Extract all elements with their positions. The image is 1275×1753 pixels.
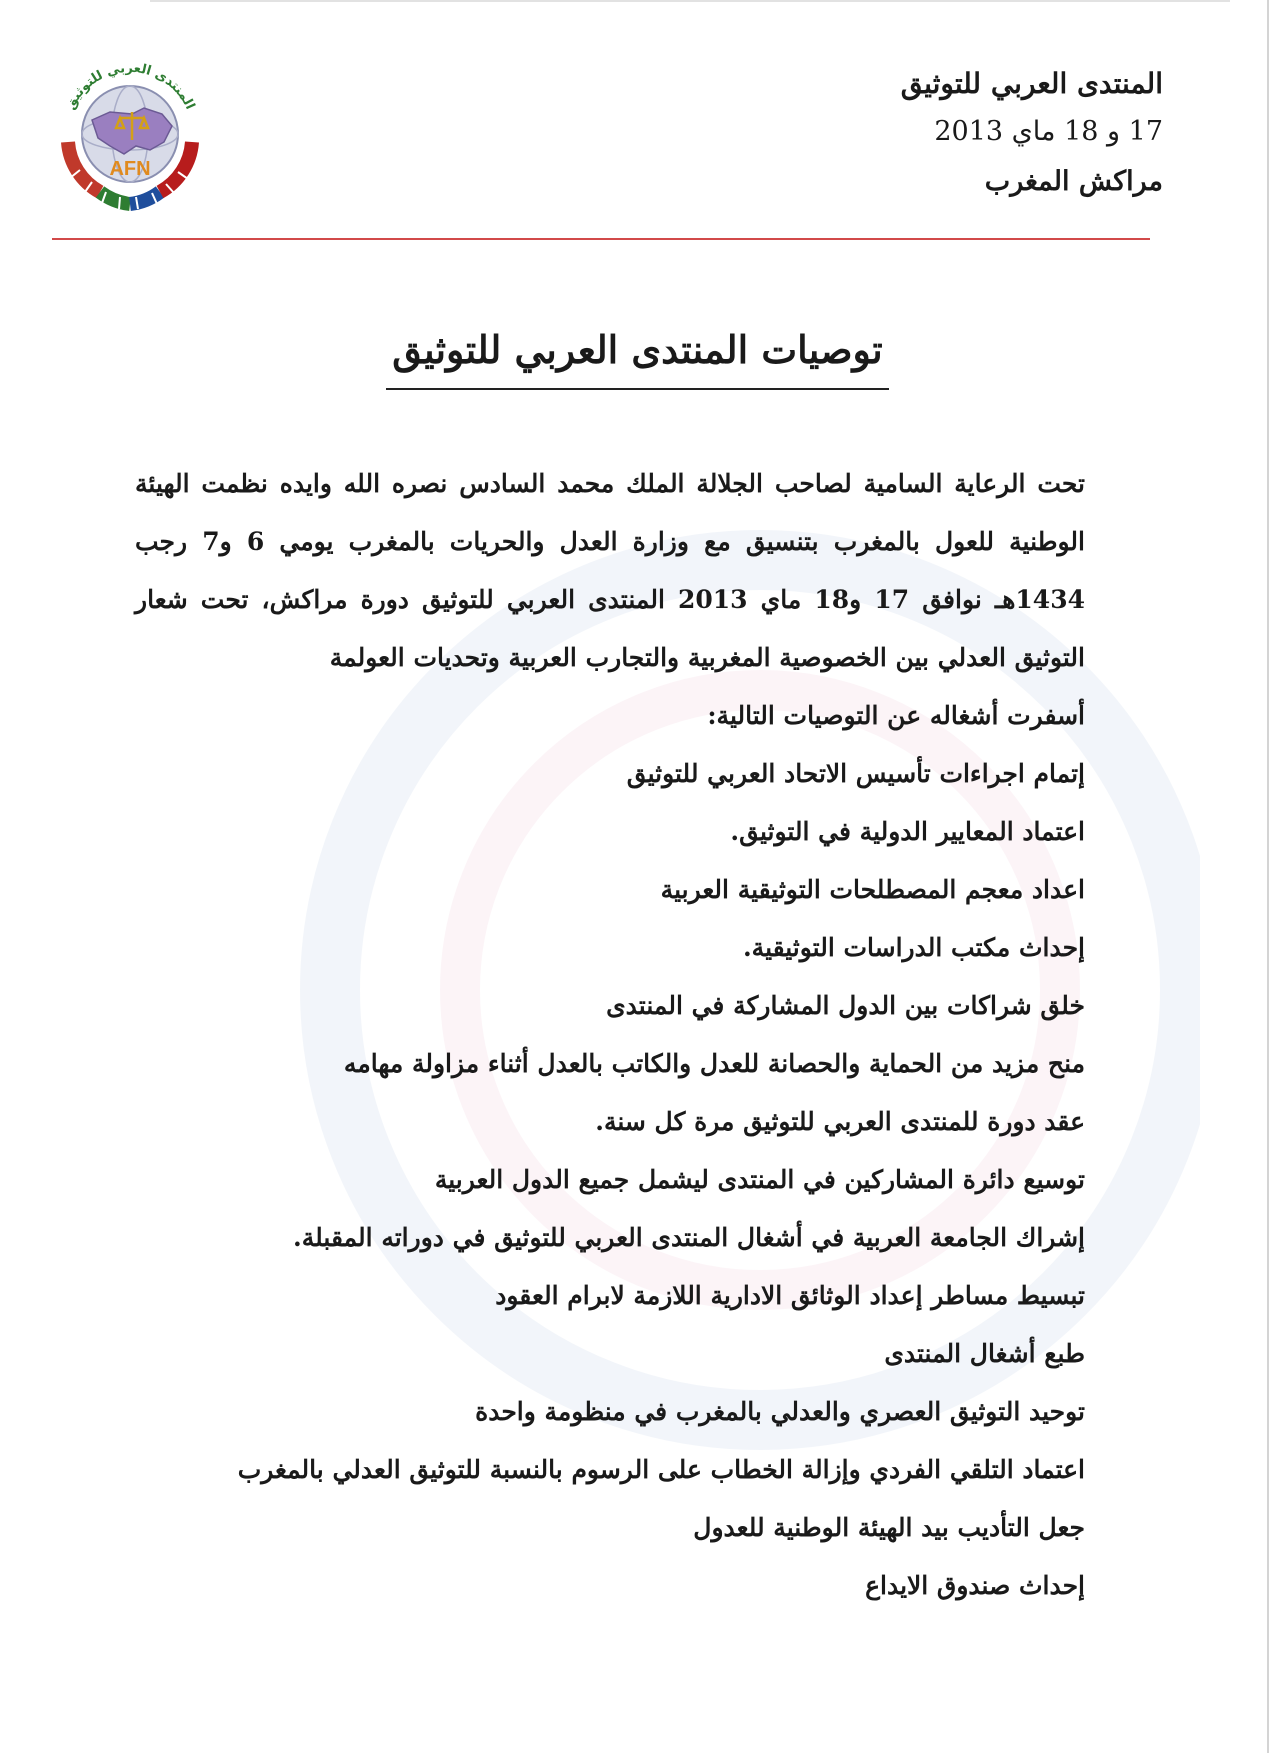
document-header (743, 60, 1163, 208)
list-item: اعداد معجم المصطلحات التوثيقية العربية (660, 875, 1085, 904)
list-item: اعتماد المعايير الدولية في التوثيق. (730, 817, 1085, 846)
header-divider (52, 238, 1150, 240)
list-item: إحداث صندوق الايداع (865, 1571, 1085, 1600)
map-logo-icon (40, 42, 220, 222)
intro-line-2: الوطنية للعول بالمغرب بتنسيق مع وزارة العدل والحريات بالمغرب يومي 6 و7 رجب (135, 527, 1085, 556)
list-item: جعل التأديب بيد الهيئة الوطنية للعدول (693, 1513, 1085, 1542)
list-item: منح مزيد من الحماية والحصانة للعدل والكاتب بالعدل أثناء مزاولة مهامه (343, 1049, 1085, 1078)
list-item: اعتماد التلقي الفردي وإزالة الخطاب على الرسوم بالنسبة للتوثيق العدلي بالمغرب (237, 1455, 1085, 1484)
recommendations-lead: أسفرت أشغاله عن التوصيات التالية: (707, 701, 1085, 730)
intro-line-4: التوثيق العدلي بين الخصوصية المغربية والتجارب العربية وتحديات العولمة (329, 643, 1085, 672)
intro-line-1: تحت الرعاية السامية لصاحب الجلالة الملك محمد السادس نصره الله وايده نظمت الهيئة (135, 469, 1085, 498)
list-item: إتمام اجراءات تأسيس الاتحاد العربي للتوثيق (626, 759, 1085, 788)
list-item: توحيد التوثيق العصري والعدلي بالمغرب في منظومة واحدة (475, 1397, 1085, 1426)
list-item: إشراك الجامعة العربية في أشغال المنتدى العربي للتوثيق في دوراته المقبلة. (293, 1223, 1085, 1252)
intro-paragraph (135, 455, 1085, 745)
intro-line-3: 1434هـ نوافق 17 و18 ماي 2013 المنتدى العربي للتوثيق دورة مراكش، تحت شعار (135, 585, 1085, 614)
header-place: مراكش المغرب (984, 166, 1163, 197)
list-item: تبسيط مساطر إعداد الوثائق الادارية اللازمة لابرام العقود (495, 1281, 1085, 1310)
logo-acronym: AFN (109, 158, 151, 180)
scan-edge-top (150, 0, 1230, 2)
list-item: خلق شراكات بين الدول المشاركة في المنتدى (606, 991, 1085, 1020)
header-date: 17 و 18 ماي 2013 (934, 116, 1163, 147)
logo-arc-text: المنتدى العربي للتوثيق (62, 60, 198, 112)
list-item: طبع أشغال المنتدى (884, 1339, 1085, 1368)
list-item: إحداث مكتب الدراسات التوثيقية. (742, 933, 1085, 962)
list-item: عقد دورة للمنتدى العربي للتوثيق مرة كل سنة. (595, 1107, 1085, 1136)
document-title: توصيات المنتدى العربي للتوثيق (386, 322, 888, 390)
recommendations-list (135, 745, 1085, 1615)
list-item: توسيع دائرة المشاركين في المنتدى ليشمل جميع الدول العربية (434, 1165, 1085, 1194)
title-wrapper (0, 322, 1275, 390)
scan-edge-right (1267, 0, 1269, 1753)
header-org-name: المنتدى العربي للتوثيق (900, 67, 1163, 100)
